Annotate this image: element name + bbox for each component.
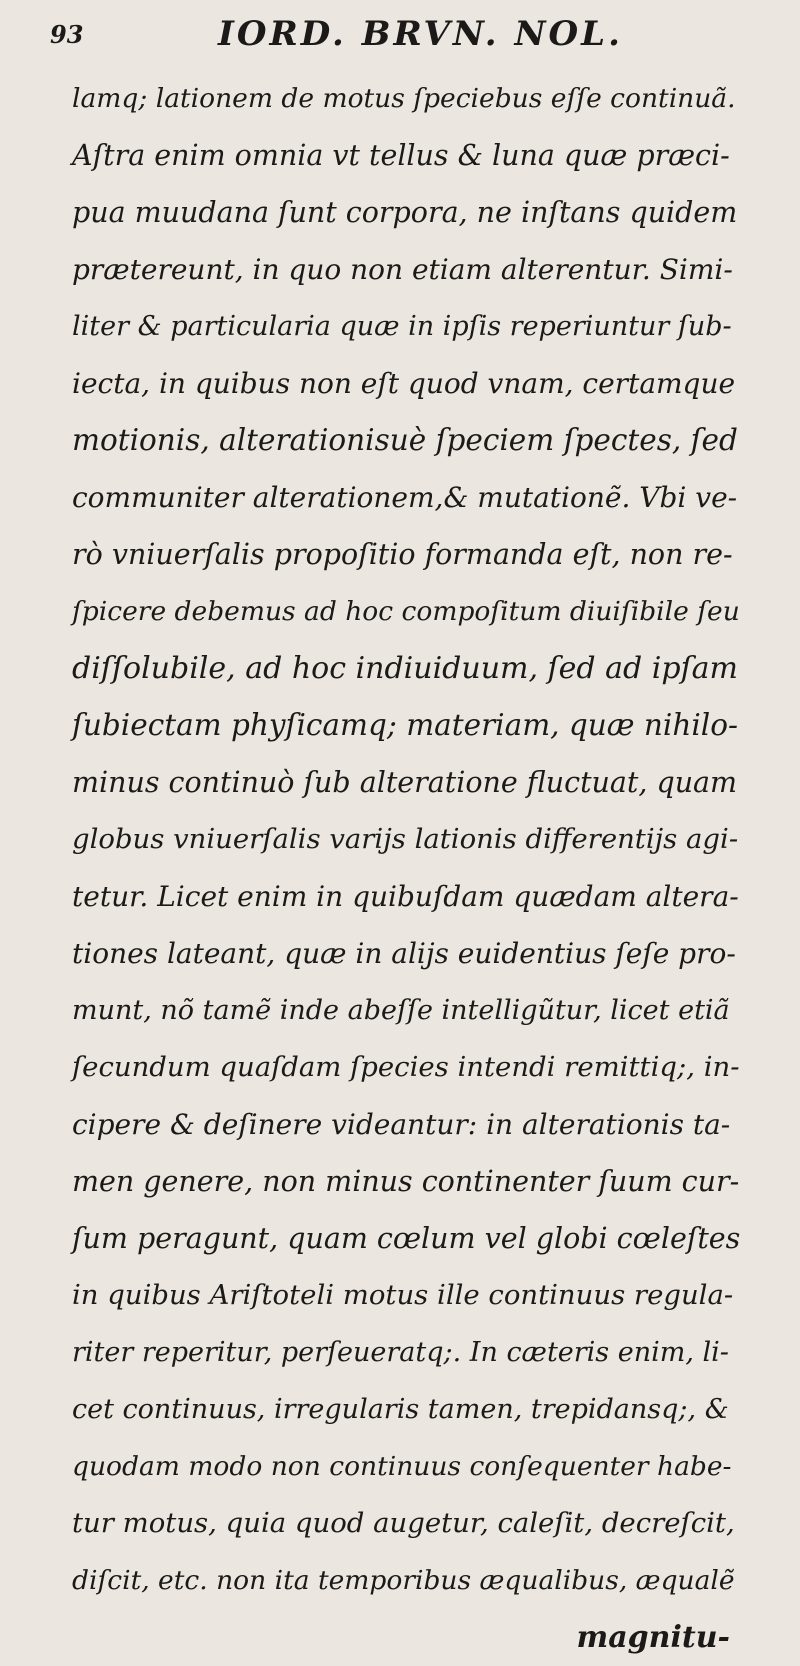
page-header — [50, 14, 750, 58]
text-line: liter & particularia quæ in ipſis reperiuntur ſub- — [72, 311, 732, 342]
text-line: prætereunt, in quo non etiam alterentur. Simi- — [72, 253, 733, 286]
text-line: riter reperitur, perſeueratq;. In cæteris enim, li- — [72, 1337, 729, 1368]
text-line: tur motus, quia quod augetur, caleſit, decreſcit, — [72, 1507, 735, 1539]
text-line: ſecundum quaſdam ſpecies intendi remittiq;, in- — [72, 1051, 740, 1083]
text-line: motionis, alterationisuè ſpeciem ſpectes, ſed — [72, 423, 738, 457]
text-line: tetur. Licet enim in quibuſdam quædam altera- — [72, 880, 739, 913]
text-line: communiter alterationem,& mutationẽ. Vbi ve- — [72, 481, 738, 514]
text-line: cet continuus, irregularis tamen, trepidansq;, & — [72, 1394, 729, 1425]
text-line: minus continuò ſub alteratione fluctuat, quam — [72, 766, 738, 799]
text-line: diſcit, etc. non ita temporibus æqualibus, æqualẽ — [72, 1565, 735, 1596]
text-line: munt, nõ tamẽ inde abeſſe intelligũtur, licet etiã — [72, 995, 730, 1026]
text-line: lamq; lationem de motus ſpeciebus eſſe continuã. — [72, 83, 736, 114]
text-line: men genere, non minus continenter ſuum cur- — [72, 1165, 740, 1198]
page-number: 93 — [50, 20, 84, 49]
text-line: pua muudana ſunt corpora, ne inſtans quidem — [72, 196, 738, 229]
text-line: ſubiectam phyſicamq; materiam, quæ nihilo- — [72, 708, 738, 742]
text-line: diſſolubile, ad hoc indiuiduum, ſed ad ipſam — [72, 651, 739, 686]
text-line: in quibus Ariſtoteli motus ille continuus regula- — [72, 1279, 734, 1311]
text-line: globus vniuerſalis varijs lationis differentijs agi- — [72, 823, 739, 855]
text-line: ſpicere debemus ad hoc compoſitum diuiſibile ſeu — [72, 596, 740, 627]
text-line: rò vniuerſalis propoſitio formanda eſt, non re- — [72, 538, 733, 571]
text-line: tiones lateant, quæ in alijs euidentius ſeſe pro- — [72, 937, 736, 970]
text-line: Aſtra enim omnia vt tellus & luna quæ præci- — [72, 139, 730, 172]
text-line: quodam modo non continuus conſequenter habe- — [72, 1451, 732, 1482]
running-head: IORD. BRVN. NOL. — [218, 14, 623, 54]
catchword: magnitu- — [576, 1620, 730, 1655]
text-line: ſum peragunt, quam cœlum vel globi cœleſtes — [72, 1222, 741, 1255]
body-text — [72, 70, 740, 1666]
text-line: cipere & deſinere videantur: in alterationis ta- — [72, 1108, 731, 1141]
text-line: iecta, in quibus non eſt quod vnam, certamque — [72, 367, 736, 400]
